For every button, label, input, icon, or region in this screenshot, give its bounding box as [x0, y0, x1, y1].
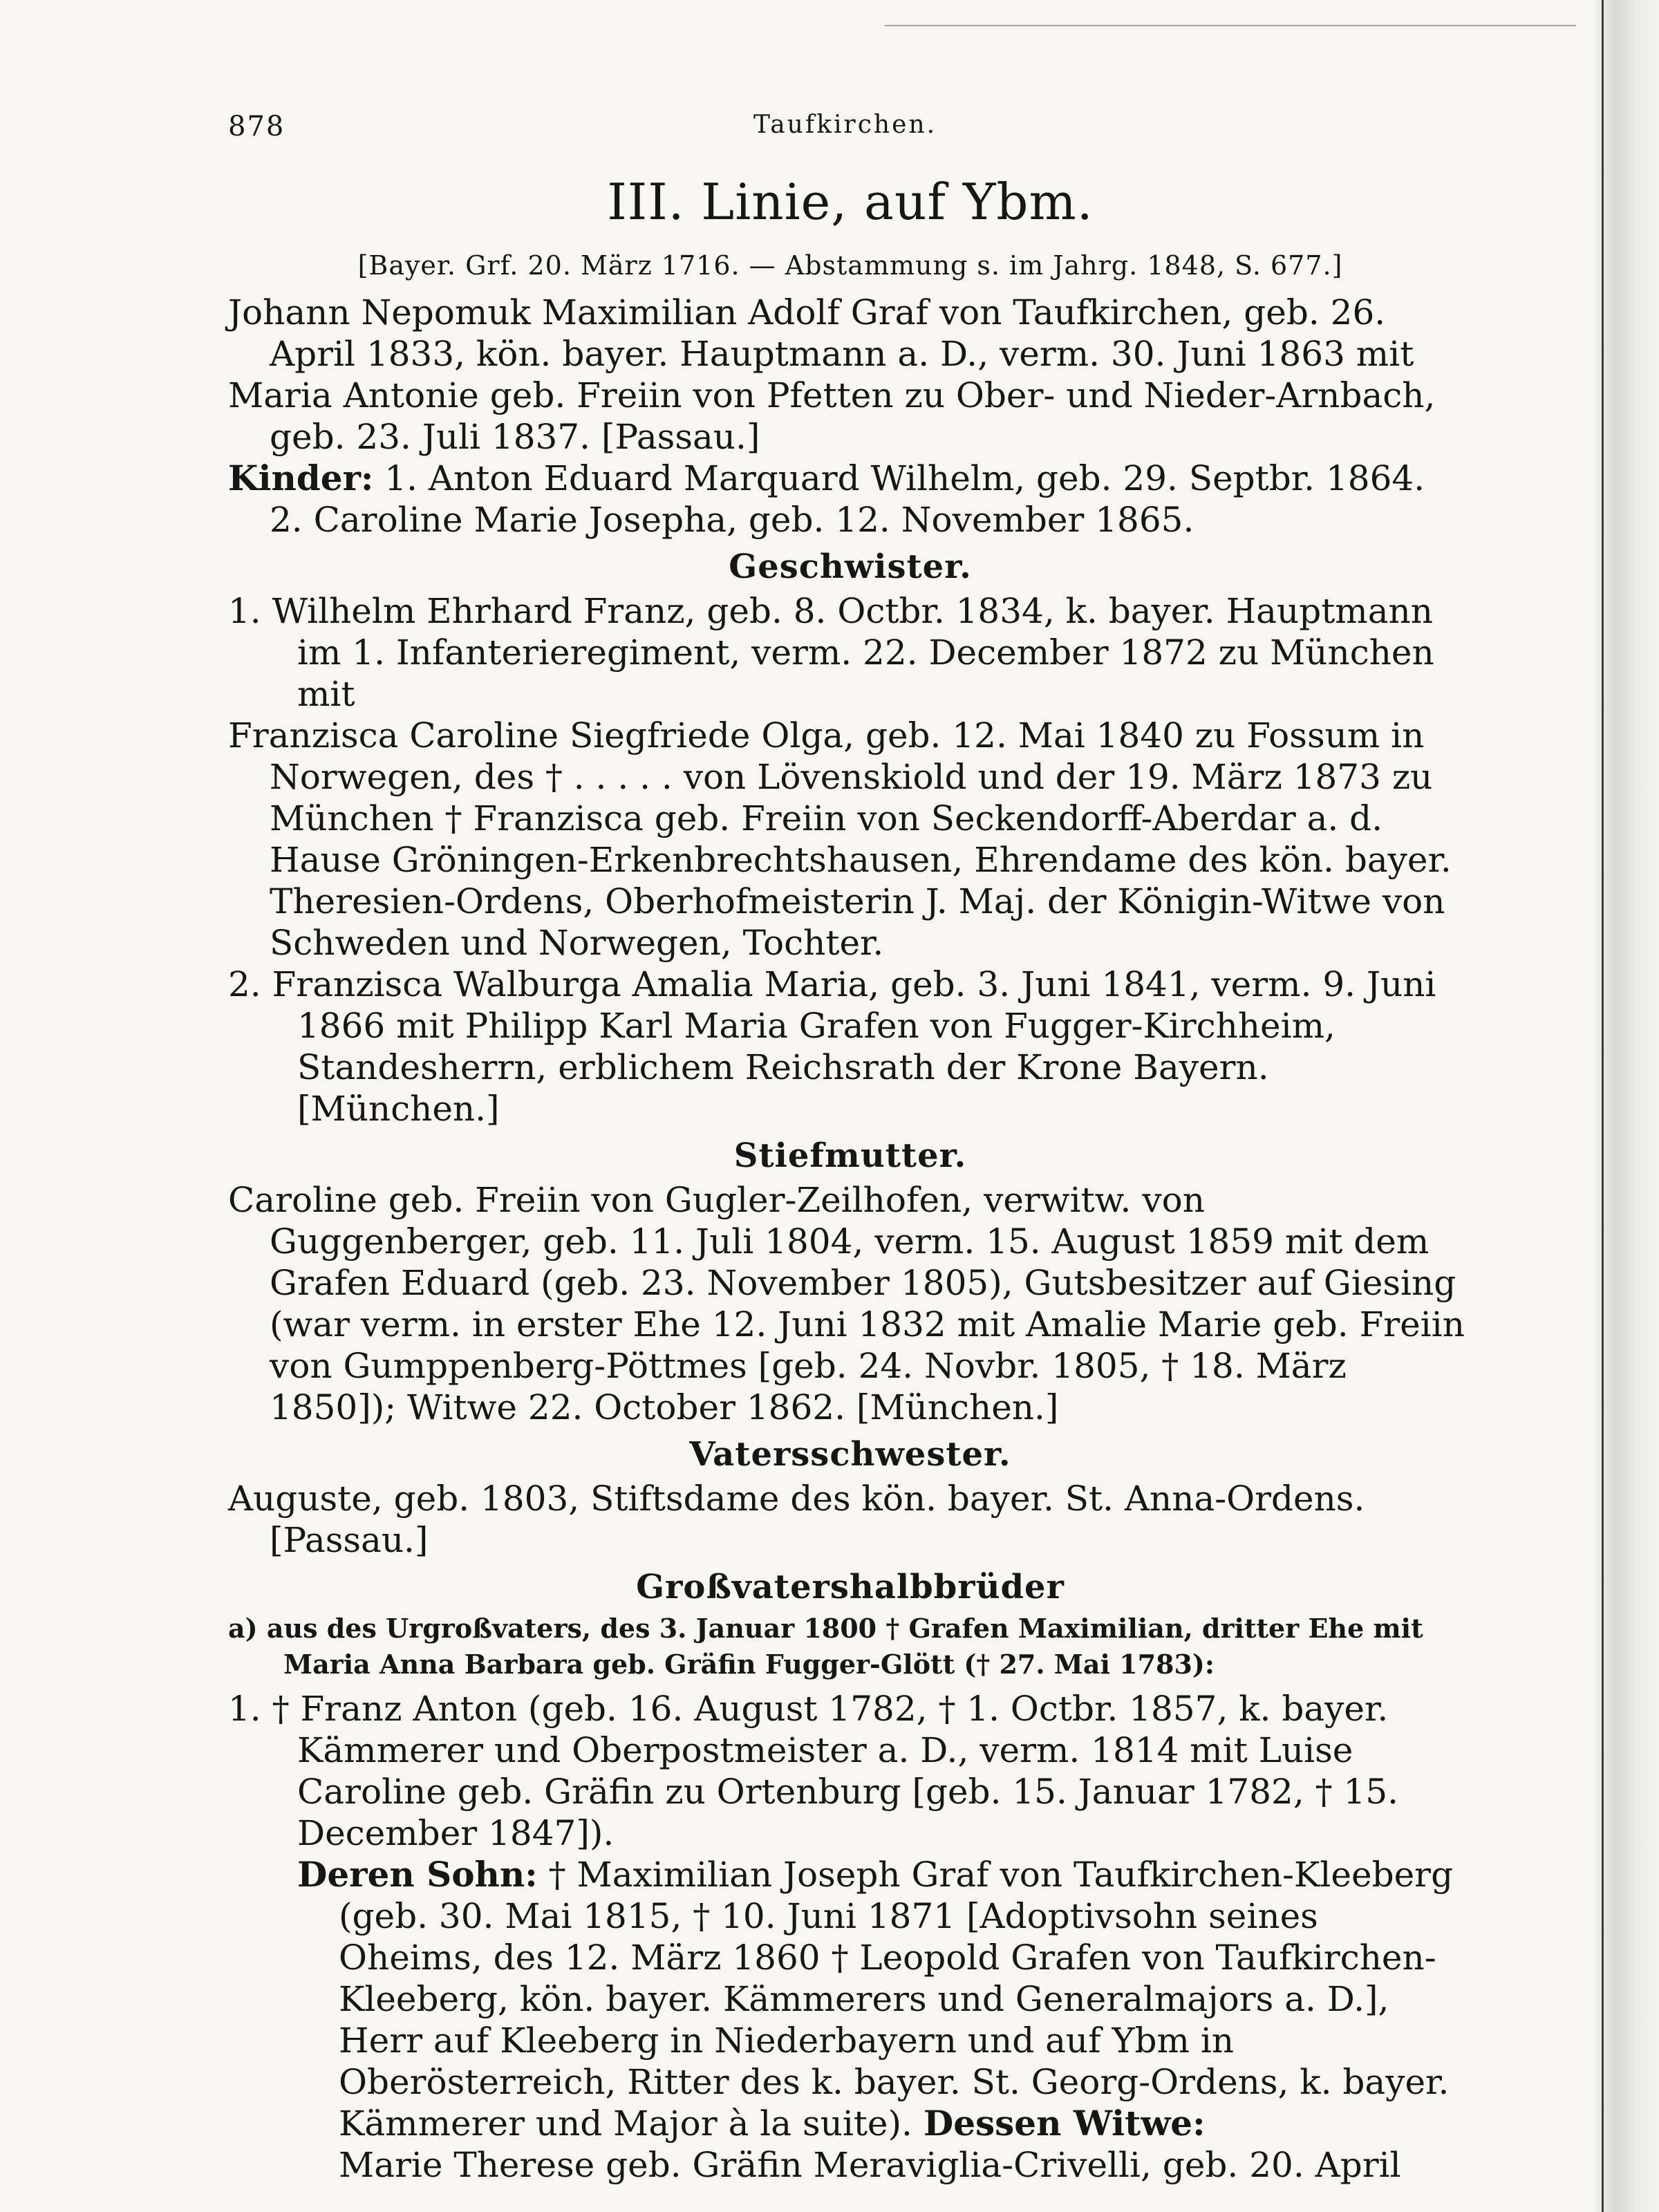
sibling-2: 2. Franzisca Walburga Amalia Maria, geb. 3. Juni 1841, verm. 9. Juni 1866 mit Philipp Karl Maria Grafen von Fugger-Kirchheim, Standesherrn, erblichem Reichsrath der Krone Bayern. [München.] [228, 964, 1436, 1129]
children-entry [228, 458, 1472, 499]
sibling-1: 1. Wilhelm Ehrhard Franz, geb. 8. Octbr. 1834, k. bayer. Hauptmann im 1. Infanterieregiment, verm. 22. December 1872 zu München mit [228, 591, 1434, 714]
scan-margin [1595, 0, 1659, 2212]
aunt-heading: Vatersschwester. [689, 1435, 1011, 1474]
son-label: Deren Sohn: [297, 1854, 538, 1895]
halfbrothers-heading: Großvatershalbbrüder [636, 1568, 1065, 1606]
stepmother-entry: Caroline geb. Freiin von Gugler-Zeilhofen, verwitw. von Guggenberger, geb. 11. Juli 1804, verm. 15. August 1859 mit dem Grafen Eduard (geb. 23. November 1805), Gutsbesitzer auf Giesing (war verm. in erster Ehe 12. Juni 1832 mit Amalie Marie geb. Freiin von Gumppenberg-Pöttmes [geb. 24. Novbr. 1805, † 18. März 1850]); Witwe 22. October 1862. [München.] [228, 1180, 1465, 1427]
siblings-heading: Geschwister. [729, 547, 972, 586]
widow-label: Dessen Witwe: [923, 2103, 1206, 2144]
children-label: Kinder: [228, 458, 374, 498]
scan-artifact-rule [885, 25, 1576, 26]
son-entry [228, 1854, 1472, 2144]
sibling-1-spouse: Franzisca Caroline Siegfriede Olga, geb. 12. Mai 1840 zu Fossum in Norwegen, des † . . . . . von Lövenskiold und der 19. März 1873 zu München † Franzisca geb. Freiin von Seckendorff-Aberdar a. d. Hause Gröningen-Erkenbrechtshausen, Ehrendame des kön. bayer. Theresien-Ordens, Oberhofmeisterin J. Maj. der Königin-Witwe von Schweden und Norwegen, Tochter. [228, 715, 1452, 963]
spouse-entry: Maria Antonie geb. Freiin von Pfetten zu Ober- und Nieder-Arnbach, geb. 23. Juli 1837. [Passau.] [228, 375, 1436, 457]
book-page [228, 97, 1472, 2186]
widow-entry: Marie Therese geb. Gräfin Meraviglia-Crivelli, geb. 20. April [339, 2145, 1401, 2185]
running-title: Taufkirchen. [753, 111, 937, 139]
page-number: 878 [228, 111, 285, 142]
section-title: III. Linie, auf Ybm. [607, 173, 1094, 231]
page-edge-line [1602, 0, 1604, 2212]
stepmother-heading: Stiefmutter. [733, 1136, 967, 1175]
halfbrothers-note: a) aus des Urgroßvaters, des 3. Januar 1800 † Grafen Maximilian, dritter Ehe mit Maria Anna Barbara geb. Gräfin Fugger-Glött († 27. Mai 1783): [228, 1613, 1423, 1680]
son-text: † Maximilian Joseph Graf von Taufkirchen-Kleeberg (geb. 30. Mai 1815, † 10. Juni 1871 [Adoptivsohn seines Oheims, des 12. März 1860 † Leopold Grafen von Taufkirchen-Kleeberg, kön. bayer. Kämmerers und Generalmajors a. D.], Herr auf Kleeberg in Niederbayern und auf Ybm in Oberösterreich, Ritter des k. bayer. St. Georg-Ordens, k. bayer. Kämmerer und Major à la suite). [339, 1855, 1454, 2144]
section-note: [Bayer. Grf. 20. März 1716. — Abstammung s. im Jahrg. 1848, S. 677.] [357, 250, 1343, 281]
halfbrother-1: 1. † Franz Anton (geb. 16. August 1782, † 1. Octbr. 1857, k. bayer. Kämmerer und Oberpostmeister a. D., verm. 1814 mit Luise Caroline geb. Gräfin zu Ortenburg [geb. 15. Januar 1782, † 15. December 1847]). [228, 1689, 1399, 1853]
child-1: 1. Anton Eduard Marquard Wilhelm, geb. 29. Septbr. 1864. [384, 458, 1425, 498]
running-head [228, 97, 1472, 145]
aunt-entry: Auguste, geb. 1803, Stiftsdame des kön. bayer. St. Anna-Ordens. [Passau.] [228, 1479, 1365, 1560]
main-entry: Johann Nepomuk Maximilian Adolf Graf von Taufkirchen, geb. 26. April 1833, kön. bayer. Hauptmann a. D., verm. 30. Juni 1863 mit [228, 292, 1414, 374]
child-2: 2. Caroline Marie Josepha, geb. 12. November 1865. [270, 500, 1194, 540]
